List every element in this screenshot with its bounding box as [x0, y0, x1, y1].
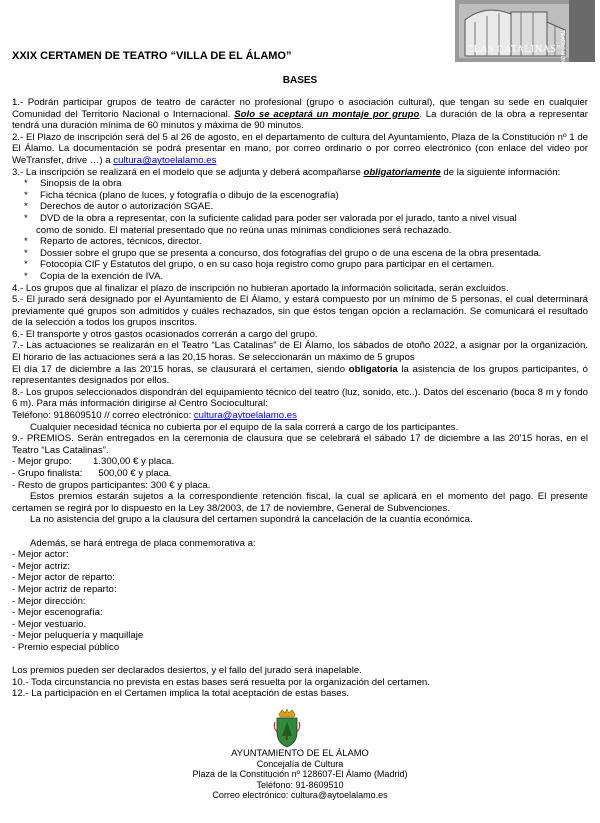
noshow-note: La no asistencia del grupo a la clausura del certamen supondrá la cancelación de la cuantía económica. — [30, 514, 473, 526]
bases-content — [12, 97, 588, 700]
rule-8: 8.- Los grupos seleccionados dispondrán del equipamiento técnico del teatro (luz, sonido, etc..). Datos del escenario (boca 8 m y fondo 6 m). Para más información dirigirse al Centro Sociocultural: — [12, 386, 588, 410]
rule-7-emphasis: obligatoria — [348, 363, 398, 375]
list-item: * Dossier sobre el grupo que se presenta a concurso, dos fotografías del grupo o de una escena de la obra presentada. — [24, 248, 588, 260]
plaque-item: - Mejor peluquería y maquillaje — [12, 630, 144, 642]
rule-1-emphasis: Solo se aceptará un montaje por grupo — [234, 108, 420, 120]
email-link[interactable]: cultura@aytoelalamo.es — [193, 410, 297, 422]
footer — [0, 748, 600, 801]
plaque-item: - Mejor actor: — [12, 549, 69, 561]
rule-7: 7.- Las actuaciones se realizarán en el Teatro “Las Catalinas” de El Álamo, los sábados de otoño 2022, a asignar por la organización. El horario de las actuaciones será a las 20,15 horas. Se seleccionarán un máximo de 5 grupos — [12, 340, 588, 364]
page-title: XXIX CERTAMEN DE TEATRO “VILLA DE EL ÁLAMO” — [12, 50, 292, 62]
rule-3 — [12, 167, 588, 179]
list-item: * Ficha técnica (plano de luces, y fotografía o dibujo de la escenografía) — [24, 190, 588, 202]
rule-6: 6.- El transporte y otros gastos ocasionados correrán a cargo del grupo. — [12, 328, 318, 340]
section-heading: BASES — [282, 75, 318, 86]
rule-1-text-end: . La duración de la obra a representar tendrá una duración mínima de 60 minutos y máxima de 90 minutos. — [12, 108, 588, 132]
rule-9: 9.- PREMIOS. Serán entregados en la ceremonia de clausura que se celebrará el sábado 17 de diciembre a las 20’15 horas, en el Teatro “Las Catalinas”. — [12, 433, 588, 456]
list-item-text: Reparto de actores, técnicos, director. — [40, 236, 202, 248]
rule-2 — [12, 132, 588, 167]
list-item: * Reparto de actores, técnicos, director. — [24, 236, 588, 248]
list-item: * DVD de la obra a representar, con la suficiente calidad para poder ser valorada por el jurado, tanto a nivel visual — [24, 213, 588, 225]
rule-4: 4.- Los grupos que al finalizar el plazo de inscripción no hubieran aportado la información solicitada, serán excluidos. — [12, 282, 509, 294]
plaque-item: - Mejor vestuario. — [12, 618, 87, 630]
rule-3-emphasis: obligatoriamente — [363, 166, 441, 178]
prize-item: - Mejor grupo: 1.300,00 € y placa. — [12, 456, 175, 468]
rule-3-text-end: de la siguiente información: — [440, 166, 561, 178]
footer-phone: Teléfono: 91-8609510 — [256, 779, 344, 790]
logo-text: "LAS CATALINAS" — [469, 44, 561, 55]
rule-2-text: 2.- El Plazo de inscripción será del 5 al 26 de agosto, en el departamento de cultura del Ayuntamiento, Plaza de la Constitución nº 1 de El Álamo. La documentación se podrá presentar en mano, por correo ordinario o por correo electrónico (con enlace del video por WeTransfer, drive …) a — [12, 131, 588, 166]
desiertos-note: Los premios pueden ser declarados desiertos, y el fallo del jurado será inapelable. — [12, 665, 362, 677]
logo-side-text: TEATRO MUNICIPAL — [559, 30, 565, 79]
plaque-item: - Mejor actriz: — [12, 560, 71, 572]
rule-8-note: Cualquier necesidad técnica no cubierta por el equipo de la sala correrá a cargo de los participantes. — [30, 421, 459, 433]
prize-item: - Grupo finalista: 500,00 € y placa. — [12, 468, 172, 479]
rule-7-closing-text: El día 17 de diciembre a las 20’15 horas, se clausurará el certamen, siendo — [12, 363, 349, 375]
plaque-item: - Mejor escenografía: — [12, 607, 103, 619]
list-item-text: Derechos de autor o autorización SGAE. — [40, 201, 214, 213]
list-item: * Fotocopia CIF y Estatutos del grupo, o en su caso hoja registro como grupo para participar en el certamen. — [24, 259, 588, 271]
list-item-text: Sinopsis de la obra — [40, 178, 122, 190]
list-item-text: Dossier sobre el grupo que se presenta a concurso, dos fotografías del grupo o de una escena de la obra presentada. — [40, 247, 542, 259]
footer-address: Plaza de la Constitución nº 128607-El Álamo (Madrid) — [192, 769, 408, 780]
list-item-text: Ficha técnica (plano de luces, y fotografía o dibujo de la escenografía) — [40, 189, 339, 201]
rule-1-text: 1.- Podrán participar grupos de teatro de carácter no profesional (grupo o asociación cultural), que tengan su sede en cualquier Comunidad del Territorio Nacional o Internacional. — [12, 97, 588, 120]
list-item-text: DVD de la obra a representar, con la suficiente calidad para poder ser valorada por el jurado, tanto a nivel visual — [40, 212, 517, 224]
footer-dept: Concejalía de Cultura — [256, 758, 344, 769]
contact-text: Teléfono: 918609510 // correo electrónico: — [12, 410, 194, 422]
list-item-continuation: como de sonido. El material presentado que no reúna unas mínimas condiciones será rechazado. — [36, 224, 452, 236]
plaques-intro: Además, se hará entrega de placa conmemorativa a: — [30, 537, 256, 549]
rule-10: 10.- Toda circunstancia no prevista en estas bases será resuelta por la organización del certamen. — [12, 676, 430, 688]
rule-7-closing — [12, 364, 588, 387]
plaque-item: - Premio especial público — [12, 641, 120, 653]
email-link[interactable]: cultura@aytoelalamo.es — [113, 154, 217, 166]
list-item: * Sinopsis de la obra — [24, 178, 588, 190]
list-item-text: Fotocopia CIF y Estatutos del grupo, o en su caso hoja registro como grupo para participar en el certamen. — [40, 259, 495, 271]
prize-item: - Resto de grupos participantes: 300 € y placa. — [12, 479, 211, 491]
footer-org: AYUNTAMIENTO DE EL ÁLAMO — [231, 747, 369, 758]
list-item: * Copia de la exención de IVA. — [24, 271, 588, 283]
rule-3-text: 3.- La inscripción se realizará en el modelo que se adjunta y deberá acompañarse — [12, 166, 364, 178]
list-item-text: Copia de la exención de IVA. — [40, 270, 164, 282]
rule-7-closing-end: la asistencia de los grupos participantes, ó representantes designados por ellos. — [12, 363, 589, 387]
plaque-item: - Mejor actriz de reparto: — [12, 583, 117, 595]
list-item: * Derechos de autor o autorización SGAE. — [24, 201, 588, 213]
plaque-item: - Mejor dirección: — [12, 595, 86, 607]
rule-1 — [12, 97, 588, 132]
tax-note: Estos premios estarán sujetos a la correspondiente retención fiscal, la cual se aplicará en el momento del pago. El presente certamen se regirá por lo dispuesto en la Ley 38/2003, de 17 de noviembre, General de Subvenciones. — [12, 491, 588, 514]
plaque-item: - Mejor actor de reparto: — [12, 572, 115, 584]
rule-12: 12.- La participación en el Certamen implica la total aceptación de estas bases. — [12, 688, 350, 700]
footer-email: Correo electrónico: cultura@aytoelalamo.es — [212, 790, 388, 801]
rule-5: 5.- El jurado será designado por el Ayuntamiento de El Álamo, y estará compuesto por un mínimo de 5 personas, el cual determinará previamente qué grupos son admitidos y cuáles rechazados, sin que éstos tengan opción a reclamación. Se comunicará el resultado de la selección a todos los grupos inscritos. — [12, 294, 588, 329]
contact-line — [12, 410, 588, 422]
teatro-logo — [455, 0, 595, 79]
coat-of-arms-icon — [270, 708, 304, 748]
